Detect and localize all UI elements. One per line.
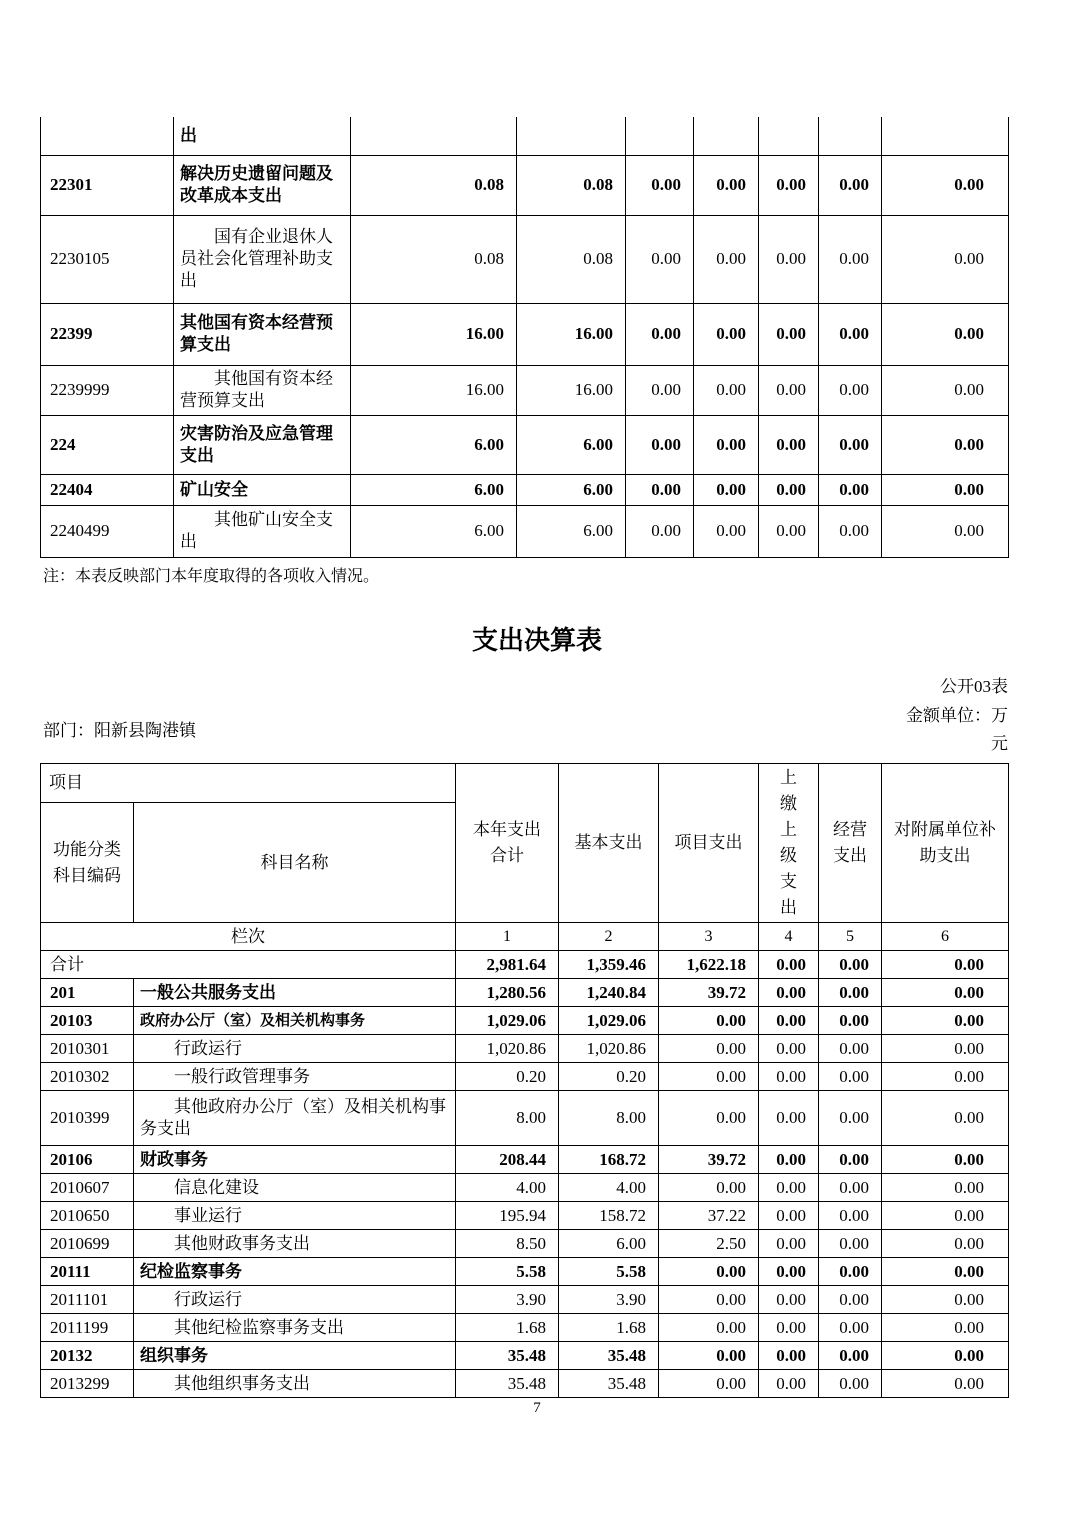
table-row [41, 505, 1009, 557]
code-cell: 2010650 [41, 1202, 134, 1230]
table-row [41, 1146, 1009, 1174]
name-cell: 财政事务 [134, 1146, 456, 1174]
name-cell: 其他矿山安全支出 [174, 505, 351, 557]
column-index-row [41, 923, 1009, 951]
value-cell: 6.00 [351, 474, 517, 505]
expenditure-table-body [41, 951, 1009, 1398]
header-item-cell: 项目 [41, 764, 456, 803]
value-cell: 0.00 [659, 1314, 759, 1342]
value-cell: 0.00 [759, 1202, 819, 1230]
name-cell: 灾害防治及应急管理支出 [174, 415, 351, 474]
value-cell: 0.00 [626, 215, 694, 303]
value-cell: 3.90 [456, 1286, 559, 1314]
value-cell: 0.00 [759, 1146, 819, 1174]
code-cell: 2010399 [41, 1091, 134, 1146]
value-cell: 0.20 [559, 1063, 659, 1091]
code-cell: 224 [41, 415, 174, 474]
column-index-label: 栏次 [41, 923, 456, 951]
value-cell: 0.00 [882, 474, 1009, 505]
page-number: 7 [533, 1400, 541, 1416]
value-cell: 0.00 [659, 1007, 759, 1035]
column-index-5: 5 [819, 923, 882, 951]
value-cell: 0.00 [882, 1007, 1009, 1035]
value-cell: 0.08 [517, 155, 626, 215]
column-index-4: 4 [759, 923, 819, 951]
table-row [41, 1342, 1009, 1370]
value-cell: 4.00 [456, 1174, 559, 1202]
name-cell: 出 [174, 117, 351, 155]
row-label-cell: 合计 [41, 951, 456, 979]
value-cell: 0.00 [819, 979, 882, 1007]
table-row [41, 1286, 1009, 1314]
value-cell: 0.00 [626, 474, 694, 505]
table-row [41, 1314, 1009, 1342]
table-row [41, 1091, 1009, 1146]
column-index-6: 6 [882, 923, 1009, 951]
value-cell: 208.44 [456, 1146, 559, 1174]
value-cell: 0.20 [456, 1063, 559, 1091]
code-cell: 201 [41, 979, 134, 1007]
table-row [41, 474, 1009, 505]
value-cell: 158.72 [559, 1202, 659, 1230]
header-col-upper: 上缴上级支出 [759, 764, 819, 923]
value-cell: 0.00 [819, 215, 882, 303]
code-cell: 2010302 [41, 1063, 134, 1091]
value-cell: 39.72 [659, 979, 759, 1007]
value-cell: 0.00 [882, 979, 1009, 1007]
value-cell: 0.00 [659, 1174, 759, 1202]
value-cell: 0.00 [882, 215, 1009, 303]
column-index-2: 2 [559, 923, 659, 951]
value-cell [626, 117, 694, 155]
value-cell: 6.00 [559, 1230, 659, 1258]
value-cell [694, 117, 759, 155]
name-cell: 事业运行 [134, 1202, 456, 1230]
name-cell: 其他纪检监察事务支出 [134, 1314, 456, 1342]
name-cell: 其他国有资本经营预算支出 [174, 303, 351, 365]
header-col-subsidy: 对附属单位补助支出 [882, 764, 1009, 923]
value-cell: 0.00 [626, 505, 694, 557]
value-cell: 0.00 [819, 415, 882, 474]
code-cell: 22404 [41, 474, 174, 505]
value-cell: 0.00 [659, 1063, 759, 1091]
value-cell: 0.00 [819, 1063, 882, 1091]
value-cell: 1,622.18 [659, 951, 759, 979]
value-cell: 0.00 [759, 303, 819, 365]
code-cell: 2013299 [41, 1370, 134, 1398]
expenditure-table-header [41, 764, 1009, 951]
value-cell: 0.08 [517, 215, 626, 303]
table-row [41, 303, 1009, 365]
name-cell: 其他政府办公厅（室）及相关机构事务支出 [134, 1091, 456, 1146]
table-row [41, 1202, 1009, 1230]
value-cell: 16.00 [351, 303, 517, 365]
value-cell: 5.58 [559, 1258, 659, 1286]
value-cell: 0.00 [694, 505, 759, 557]
code-cell: 2011199 [41, 1314, 134, 1342]
header-col-total: 本年支出合计 [456, 764, 559, 923]
value-cell: 0.00 [759, 215, 819, 303]
value-cell: 0.00 [882, 1146, 1009, 1174]
value-cell: 0.00 [819, 1258, 882, 1286]
income-table-continuation [40, 117, 1009, 558]
value-cell: 0.00 [882, 415, 1009, 474]
header-col-project: 项目支出 [659, 764, 759, 923]
value-cell: 4.00 [559, 1174, 659, 1202]
value-cell: 0.00 [759, 1174, 819, 1202]
value-cell: 0.00 [759, 1342, 819, 1370]
value-cell: 0.00 [819, 951, 882, 979]
value-cell: 0.00 [694, 215, 759, 303]
value-cell: 0.00 [882, 303, 1009, 365]
table-row [41, 155, 1009, 215]
name-cell: 其他财政事务支出 [134, 1230, 456, 1258]
name-cell: 信息化建设 [134, 1174, 456, 1202]
value-cell: 8.00 [456, 1091, 559, 1146]
table-row [41, 1230, 1009, 1258]
value-cell: 0.00 [882, 951, 1009, 979]
value-cell: 0.00 [626, 365, 694, 415]
header-row-item [41, 764, 1009, 803]
value-cell: 0.00 [882, 1342, 1009, 1370]
name-cell: 其他国有资本经营预算支出 [174, 365, 351, 415]
name-cell: 解决历史遗留问题及改革成本支出 [174, 155, 351, 215]
name-cell: 政府办公厅（室）及相关机构事务 [134, 1007, 456, 1035]
table-row [41, 215, 1009, 303]
value-cell: 0.08 [351, 215, 517, 303]
value-cell: 0.00 [759, 951, 819, 979]
value-cell: 16.00 [351, 365, 517, 415]
value-cell [351, 117, 517, 155]
value-cell: 0.00 [819, 1035, 882, 1063]
value-cell: 1,029.06 [559, 1007, 659, 1035]
value-cell: 1,359.46 [559, 951, 659, 979]
value-cell: 8.00 [559, 1091, 659, 1146]
value-cell [759, 117, 819, 155]
value-cell: 0.00 [882, 155, 1009, 215]
value-cell: 3.90 [559, 1286, 659, 1314]
name-cell: 一般行政管理事务 [134, 1063, 456, 1091]
header-code-cell: 功能分类科目编码 [41, 803, 134, 923]
header-name-cell: 科目名称 [134, 803, 456, 923]
department-label: 部门：阳新县陶港镇 [43, 721, 196, 740]
code-cell: 2010699 [41, 1230, 134, 1258]
code-cell: 2010301 [41, 1035, 134, 1063]
code-cell: 22301 [41, 155, 174, 215]
table-row [41, 1258, 1009, 1286]
code-cell: 2240499 [41, 505, 174, 557]
value-cell: 0.00 [759, 1035, 819, 1063]
page-title: 支出决算表 [471, 625, 602, 655]
code-cell: 2230105 [41, 215, 174, 303]
value-cell: 0.00 [626, 303, 694, 365]
value-cell: 1,240.84 [559, 979, 659, 1007]
value-cell: 0.00 [819, 303, 882, 365]
unit-label-line2: 元 [991, 734, 1008, 753]
value-cell: 0.00 [882, 1174, 1009, 1202]
value-cell: 5.58 [456, 1258, 559, 1286]
value-cell: 0.00 [882, 1063, 1009, 1091]
value-cell: 0.00 [819, 1202, 882, 1230]
value-cell: 0.00 [659, 1286, 759, 1314]
value-cell: 0.08 [351, 155, 517, 215]
value-cell: 37.22 [659, 1202, 759, 1230]
value-cell: 0.00 [659, 1091, 759, 1146]
value-cell: 168.72 [559, 1146, 659, 1174]
value-cell: 0.00 [626, 155, 694, 215]
value-cell: 0.00 [759, 979, 819, 1007]
value-cell: 0.00 [759, 155, 819, 215]
value-cell: 0.00 [694, 415, 759, 474]
value-cell: 0.00 [759, 1314, 819, 1342]
value-cell: 35.48 [559, 1342, 659, 1370]
value-cell: 0.00 [759, 1091, 819, 1146]
table-row [41, 951, 1009, 979]
value-cell: 0.00 [694, 474, 759, 505]
value-cell: 0.00 [659, 1035, 759, 1063]
value-cell: 0.00 [882, 505, 1009, 557]
value-cell: 0.00 [882, 1370, 1009, 1398]
value-cell: 0.00 [882, 1286, 1009, 1314]
value-cell: 0.00 [882, 1091, 1009, 1146]
table-row [41, 1007, 1009, 1035]
name-cell: 行政运行 [134, 1035, 456, 1063]
value-cell: 6.00 [517, 415, 626, 474]
code-cell: 20132 [41, 1342, 134, 1370]
value-cell: 0.00 [759, 1286, 819, 1314]
code-cell [41, 117, 174, 155]
header-col-operating: 经营支出 [819, 764, 882, 923]
value-cell: 0.00 [819, 365, 882, 415]
code-cell: 22399 [41, 303, 174, 365]
value-cell: 1,280.56 [456, 979, 559, 1007]
value-cell: 0.00 [759, 1230, 819, 1258]
value-cell: 0.00 [694, 303, 759, 365]
value-cell: 0.00 [819, 1342, 882, 1370]
value-cell: 8.50 [456, 1230, 559, 1258]
code-cell: 20111 [41, 1258, 134, 1286]
table-note: 注：本表反映部门本年度取得的各项收入情况。 [43, 568, 380, 585]
name-cell: 一般公共服务支出 [134, 979, 456, 1007]
value-cell: 0.00 [819, 474, 882, 505]
value-cell: 39.72 [659, 1146, 759, 1174]
value-cell: 6.00 [351, 505, 517, 557]
column-index-1: 1 [456, 923, 559, 951]
value-cell: 0.00 [819, 1370, 882, 1398]
value-cell: 0.00 [882, 1258, 1009, 1286]
name-cell: 组织事务 [134, 1342, 456, 1370]
value-cell [819, 117, 882, 155]
table-row [41, 1370, 1009, 1398]
form-number-label: 公开03表 [940, 677, 1008, 696]
value-cell [882, 117, 1009, 155]
unit-label-line1: 金额单位：万 [906, 706, 1008, 725]
table-row [41, 117, 1009, 155]
value-cell: 1,020.86 [559, 1035, 659, 1063]
value-cell: 6.00 [517, 505, 626, 557]
value-cell: 0.00 [759, 505, 819, 557]
value-cell: 16.00 [517, 303, 626, 365]
name-cell: 纪检监察事务 [134, 1258, 456, 1286]
table-row [41, 1035, 1009, 1063]
value-cell: 0.00 [882, 1035, 1009, 1063]
code-cell: 2010607 [41, 1174, 134, 1202]
code-cell: 20106 [41, 1146, 134, 1174]
value-cell: 0.00 [819, 155, 882, 215]
value-cell: 2,981.64 [456, 951, 559, 979]
value-cell: 0.00 [819, 1174, 882, 1202]
name-cell: 矿山安全 [174, 474, 351, 505]
value-cell: 2.50 [659, 1230, 759, 1258]
code-cell: 20103 [41, 1007, 134, 1035]
expenditure-table [40, 763, 1009, 1398]
value-cell: 0.00 [819, 505, 882, 557]
value-cell: 0.00 [819, 1091, 882, 1146]
code-cell: 2239999 [41, 365, 174, 415]
value-cell: 1,020.86 [456, 1035, 559, 1063]
value-cell: 0.00 [759, 1370, 819, 1398]
value-cell: 0.00 [759, 365, 819, 415]
value-cell [517, 117, 626, 155]
table-row [41, 1174, 1009, 1202]
value-cell: 0.00 [759, 474, 819, 505]
value-cell: 0.00 [819, 1146, 882, 1174]
value-cell: 0.00 [759, 1007, 819, 1035]
table-row [41, 365, 1009, 415]
value-cell: 35.48 [456, 1370, 559, 1398]
value-cell: 6.00 [517, 474, 626, 505]
value-cell: 0.00 [759, 415, 819, 474]
value-cell: 0.00 [659, 1258, 759, 1286]
header-col-basic: 基本支出 [559, 764, 659, 923]
value-cell: 0.00 [694, 365, 759, 415]
value-cell: 0.00 [882, 365, 1009, 415]
value-cell: 195.94 [456, 1202, 559, 1230]
value-cell: 1,029.06 [456, 1007, 559, 1035]
value-cell: 0.00 [882, 1314, 1009, 1342]
value-cell: 0.00 [819, 1230, 882, 1258]
income-table-body [41, 117, 1009, 557]
value-cell: 0.00 [626, 415, 694, 474]
value-cell: 0.00 [882, 1202, 1009, 1230]
value-cell: 0.00 [759, 1258, 819, 1286]
value-cell: 0.00 [694, 155, 759, 215]
value-cell: 1.68 [456, 1314, 559, 1342]
value-cell: 0.00 [882, 1230, 1009, 1258]
table-row [41, 979, 1009, 1007]
value-cell: 0.00 [659, 1342, 759, 1370]
value-cell: 0.00 [819, 1286, 882, 1314]
table-row [41, 1063, 1009, 1091]
value-cell: 0.00 [819, 1314, 882, 1342]
value-cell: 0.00 [659, 1370, 759, 1398]
value-cell: 0.00 [819, 1007, 882, 1035]
table-row [41, 415, 1009, 474]
code-cell: 2011101 [41, 1286, 134, 1314]
value-cell: 6.00 [351, 415, 517, 474]
value-cell: 35.48 [559, 1370, 659, 1398]
value-cell: 1.68 [559, 1314, 659, 1342]
name-cell: 行政运行 [134, 1286, 456, 1314]
value-cell: 0.00 [759, 1063, 819, 1091]
value-cell: 16.00 [517, 365, 626, 415]
column-index-3: 3 [659, 923, 759, 951]
value-cell: 35.48 [456, 1342, 559, 1370]
name-cell: 国有企业退休人员社会化管理补助支出 [174, 215, 351, 303]
name-cell: 其他组织事务支出 [134, 1370, 456, 1398]
